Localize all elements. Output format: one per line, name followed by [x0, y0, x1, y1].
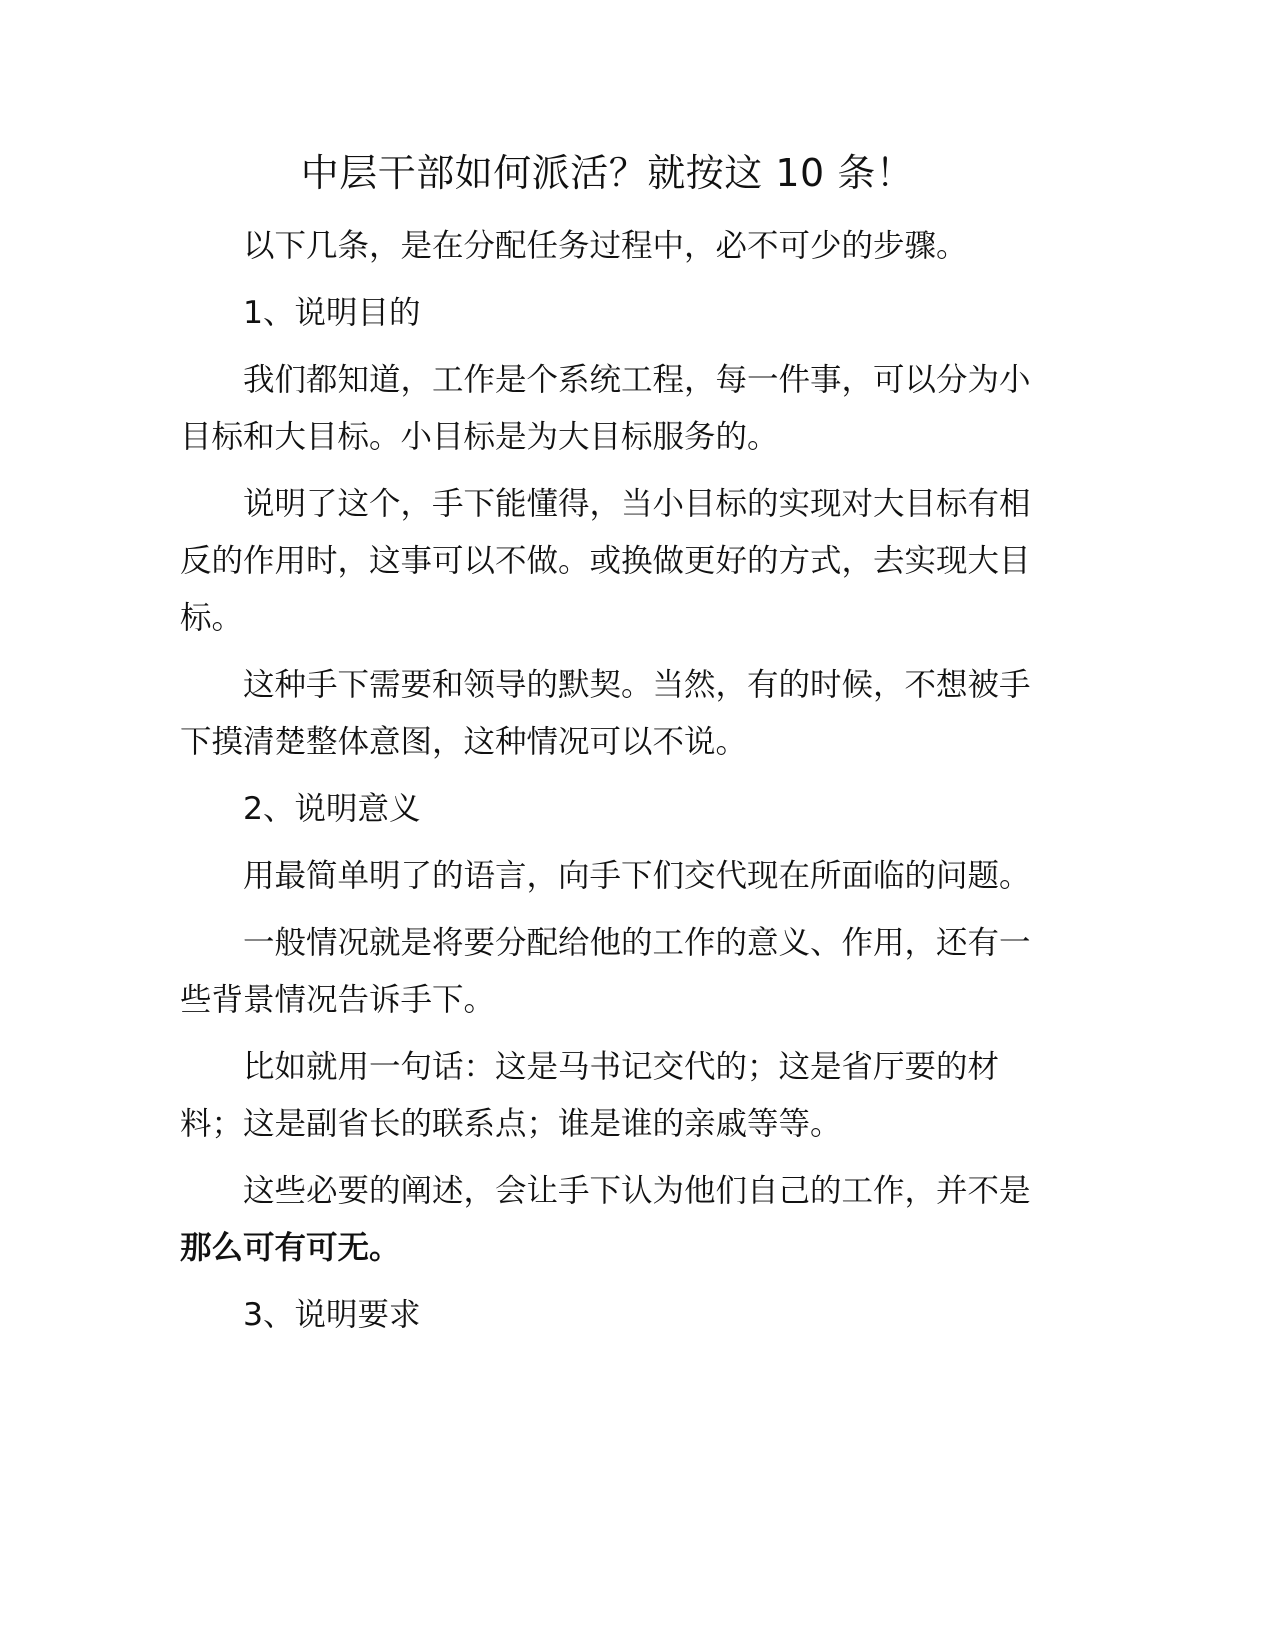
paragraph: [180, 1163, 1040, 1277]
paragraph-line: 说明了这个，手下能懂得，当小目标的实现对大目标有相: [243, 486, 1031, 522]
section-heading-2: [180, 781, 1040, 838]
paragraph-line: 比如就用一句话：这是马书记交代的；这是省厅要的材: [243, 1049, 1000, 1085]
paragraph-line: 用最简单明了的语言，向手下们交代现在所面临的问题。: [243, 858, 1031, 894]
paragraph-line: 我们都知道，工作是个系统工程，每一件事，可以分为小: [243, 362, 1031, 398]
paragraph: [180, 476, 1040, 647]
document-title: 中层干部如何派活？就按这 10 条！: [300, 151, 915, 195]
paragraph-line: 料；这是副省长的联系点；谁是谁的亲戚等等。: [180, 1106, 842, 1142]
paragraph-line: 标。: [180, 600, 244, 636]
paragraph: [180, 1039, 1040, 1153]
section-heading-3: [180, 1287, 1040, 1344]
document-body: [180, 218, 1040, 1354]
section-heading-1: [180, 285, 1040, 342]
paragraph: [180, 915, 1040, 1029]
paragraph-line: 下摸清楚整体意图，这种情况可以不说。: [180, 724, 748, 760]
paragraph: [180, 352, 1040, 466]
paragraph-line: 一般情况就是将要分配给他的工作的意义、作用，还有一: [243, 925, 1031, 961]
section-heading-text: 1、说明目的: [243, 295, 421, 331]
section-heading-text: 3、说明要求: [243, 1297, 421, 1333]
paragraph: [180, 657, 1040, 771]
paragraph-line: 反的作用时，这事可以不做。或换做更好的方式，去实现大目: [180, 543, 1031, 579]
paragraph: [180, 848, 1040, 905]
section-heading-text: 2、说明意义: [243, 791, 421, 827]
intro-paragraph: [180, 218, 1040, 275]
paragraph-line: 这些必要的阐述，会让手下认为他们自己的工作，并不是: [243, 1173, 1031, 1209]
paragraph-line: 那么可有可无。: [180, 1230, 401, 1266]
paragraph-line: 这种手下需要和领导的默契。当然，有的时候，不想被手: [243, 667, 1031, 703]
paragraph-line: 些背景情况告诉手下。: [180, 982, 496, 1018]
paragraph-line: 以下几条，是在分配任务过程中，必不可少的步骤。: [243, 228, 968, 264]
paragraph-line: 目标和大目标。小目标是为大目标服务的。: [180, 419, 779, 455]
